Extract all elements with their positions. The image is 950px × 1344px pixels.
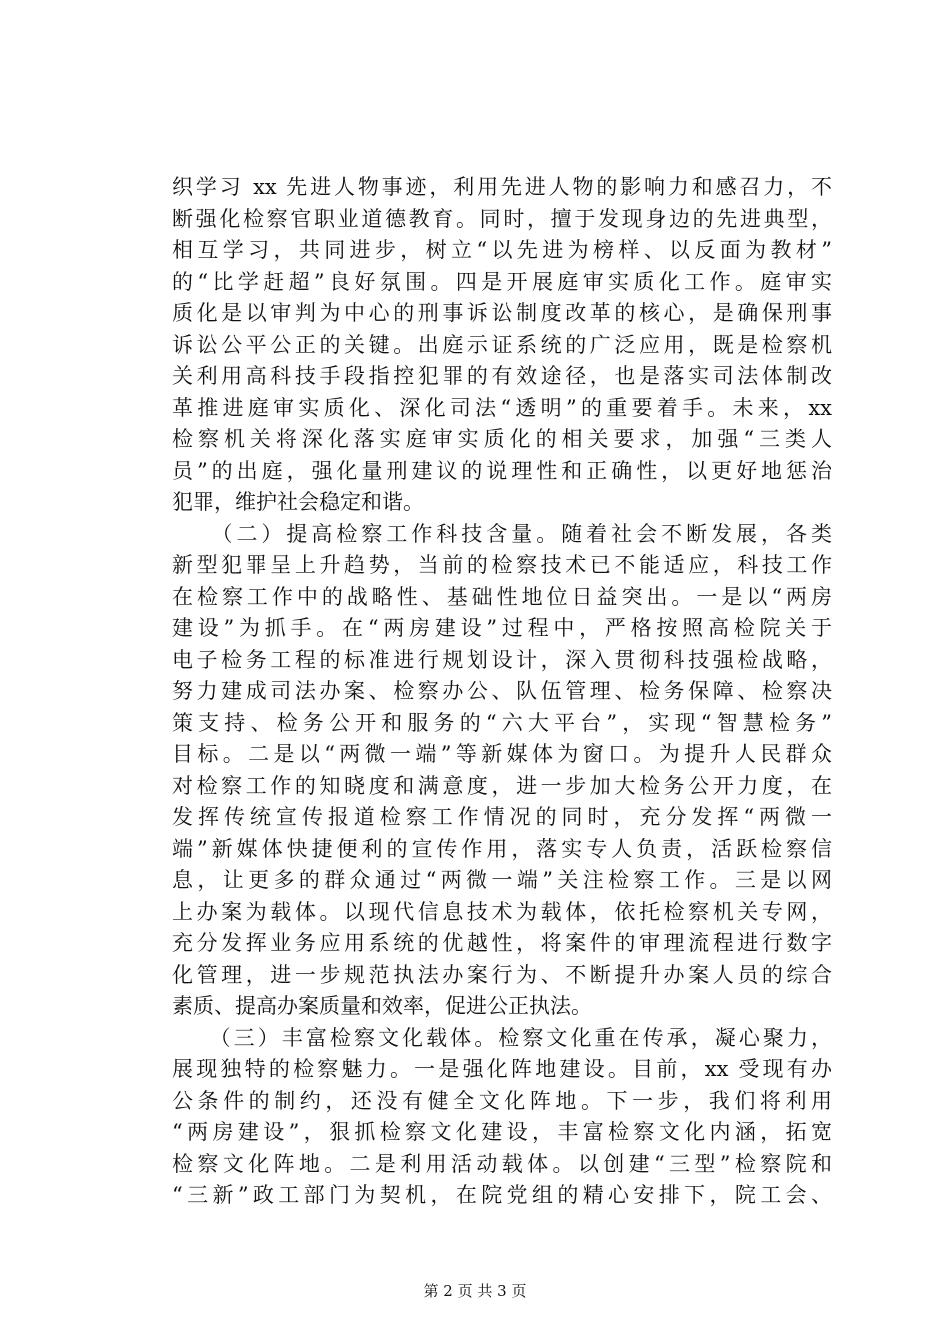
text-line: 展现独特的检察魅力。一是强化阵地建设。目前，xx 受现有办 xyxy=(172,1057,832,1081)
text-line: 质化是以审判为中心的刑事诉讼制度改革的核心，是确保刑事 xyxy=(172,301,832,325)
text-line: 检察文化阵地。二是利用活动载体。以创建“三型”检察院和 xyxy=(172,1151,832,1176)
text-line: 素质、提高办案质量和效率，促进公正执法。 xyxy=(172,994,592,1018)
text-line: 检察机关将深化落实庭审实质化的相关要求，加强“三类人 xyxy=(172,427,832,451)
text-line: “三新”政工部门为契机，在院党组的精心安排下，院工会、 xyxy=(172,1183,832,1207)
text-line: 电子检务工程的标准进行规划设计，深入贯彻科技强检战略， xyxy=(172,647,832,672)
body-text xyxy=(172,172,832,1212)
text-line: 努力建成司法办案、检察办公、队伍管理、检务保障、检察决 xyxy=(172,679,832,703)
text-line: 公条件的制约，还没有健全文化阵地。下一步，我们将利用 xyxy=(172,1088,832,1113)
text-line: 策支持、检务公开和服务的“六大平台”，实现“智慧检务” xyxy=(172,710,832,735)
text-line: 目标。二是以“两微一端”等新媒体为窗口。为提升人民群众 xyxy=(172,742,832,766)
text-line: 发挥传统宣传报道检察工作情况的同时，充分发挥“两微一 xyxy=(172,805,832,829)
text-line: 犯罪，维护社会稳定和谐。 xyxy=(172,490,424,514)
text-line: 充分发挥业务应用系统的优越性，将案件的审理流程进行数字 xyxy=(172,931,832,955)
text-line: 诉讼公平公正的关键。出庭示证系统的广泛应用，既是检察机 xyxy=(172,332,832,357)
page-footer: 第 2 页 共 3 页 xyxy=(423,1282,527,1300)
text-line: 建设”为抓手。在“两房建设”过程中，严格按照高检院关于 xyxy=(172,616,832,640)
text-line: 的“比学赶超”良好氛围。四是开展庭审实质化工作。庭审实 xyxy=(172,269,832,294)
text-line: 员”的出庭，强化量刑建议的说理性和正确性，以更好地惩治 xyxy=(172,458,832,483)
text-line: 对检察工作的知晓度和满意度，进一步加大检务公开力度，在 xyxy=(172,773,832,798)
text-line: （二）提高检察工作科技含量。随着社会不断发展，各类 xyxy=(172,521,832,546)
text-line: 新型犯罪呈上升趋势，当前的检察技术已不能适应，科技工作 xyxy=(172,553,832,577)
text-line: 化管理，进一步规范执法办案行为、不断提升办案人员的综合 xyxy=(172,962,832,987)
text-line: 端”新媒体快捷便利的宣传作用，落实专人负责，活跃检察信 xyxy=(172,836,832,861)
text-line: “两房建设”，狠抓检察文化建设，丰富检察文化内涵，拓宽 xyxy=(172,1120,832,1144)
text-line: 关利用高科技手段指控犯罪的有效途径，也是落实司法体制改 xyxy=(172,364,832,388)
text-line: 断强化检察官职业道德教育。同时，擅于发现身边的先进典型， xyxy=(172,206,832,231)
text-line: 革推进庭审实质化、深化司法“透明”的重要着手。未来，xx xyxy=(172,395,832,420)
text-line: 在检察工作中的战略性、基础性地位日益突出。一是以“两房 xyxy=(172,584,832,609)
text-line: 上办案为载体。以现代信息技术为载体，依托检察机关专网， xyxy=(172,899,832,924)
text-line: 息，让更多的群众通过“两微一端”关注检察工作。三是以网 xyxy=(172,868,832,892)
text-line: （三）丰富检察文化载体。检察文化重在传承，凝心聚力， xyxy=(172,1025,832,1050)
text-line: 织学习 xx 先进人物事迹，利用先进人物的影响力和感召力，不 xyxy=(172,175,832,199)
text-line: 相互学习，共同进步，树立“以先进为榜样、以反面为教材” xyxy=(172,238,832,262)
